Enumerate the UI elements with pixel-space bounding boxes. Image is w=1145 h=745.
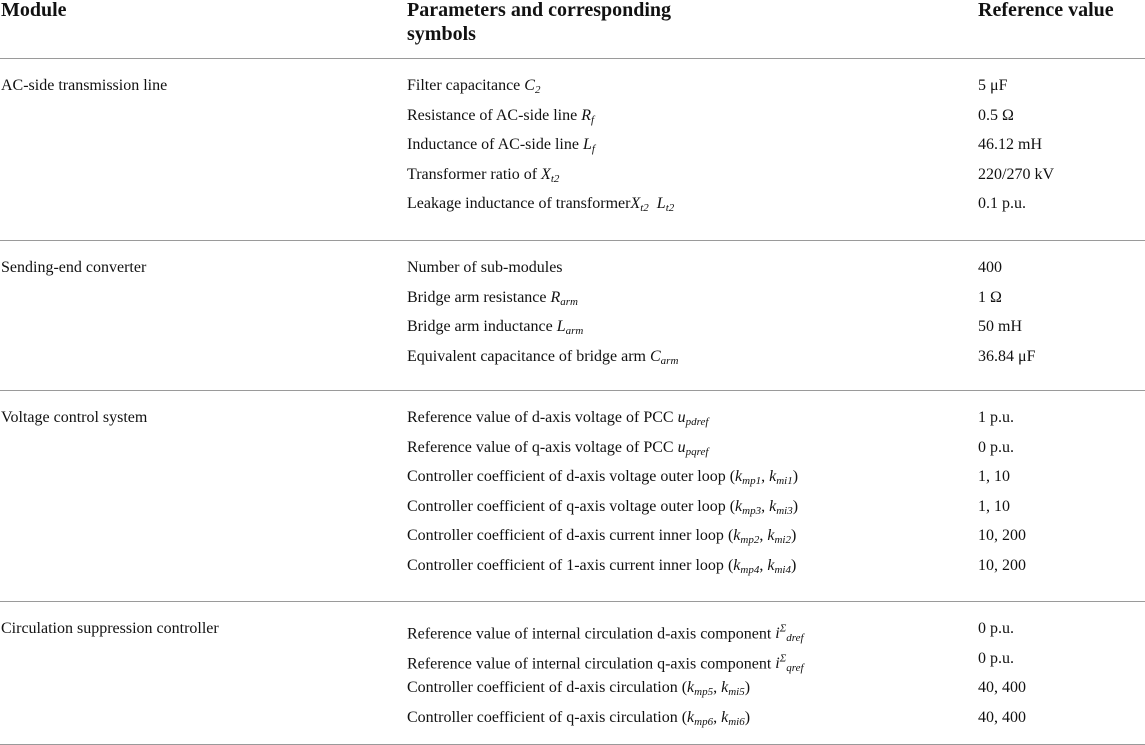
parameter-text: Bridge arm inductance (407, 318, 553, 336)
parameter-text: Transformer ratio of (407, 165, 538, 183)
symbol-subscript: t2 (640, 202, 649, 215)
symbol-subscript: 2 (534, 84, 541, 96)
symbol: $k_{mi1}$ (769, 468, 793, 488)
symbol-letter: C (524, 77, 535, 94)
table-row (0, 283, 1145, 313)
symbol (775, 623, 804, 645)
module-name: Sending-end converter (1, 259, 147, 276)
symbol-subscript: mi2 (774, 534, 791, 547)
symbol: $k_{mp6}$ (687, 708, 714, 728)
table-row (0, 403, 1145, 433)
symbol: $k_{mp4}$ (733, 557, 760, 576)
table-row (0, 160, 1145, 190)
table-row (0, 614, 1145, 644)
symbol-subscript: dref (786, 632, 804, 645)
symbol (656, 195, 675, 215)
symbol-subscript: mi4 (774, 564, 791, 576)
parameter-text: Controller coefficient of q-axis voltage outer loop (407, 497, 726, 515)
parameter-text: Reference value of internal circulation d-axis component (407, 625, 772, 643)
symbol-letter: i (775, 625, 780, 643)
symbol-subscript: arm (660, 354, 679, 367)
parameter-cell (407, 135, 595, 159)
parameter-cell: Controller coefficient of q-axis circulation ($k_{mp6}$, $k_{mi6}$) (407, 708, 751, 728)
reference-value-cell: 0 p.u. (978, 438, 1014, 456)
table-row (0, 130, 1145, 160)
table-row (0, 492, 1145, 522)
symbol-subscript: mi6 (728, 715, 745, 728)
parameter-cell (407, 288, 578, 312)
symbol-subscript: mp2 (740, 534, 760, 547)
reference-value-cell: 5 μF (978, 77, 1008, 94)
parameter-text: Leakage inductance of transformer (407, 195, 631, 213)
symbol-letter: L (582, 136, 592, 154)
symbol-subscript: mi1 (776, 475, 793, 488)
reference-value-cell: 1, 10 (978, 468, 1010, 486)
parameter-text: Controller coefficient of d-axis voltage outer loop (407, 468, 726, 486)
symbol-letter: L (556, 318, 566, 336)
table-row (0, 521, 1145, 551)
symbol-superscript: Σ (779, 652, 787, 665)
reference-value-cell: 36.84 μF (978, 347, 1036, 365)
table-group (0, 240, 1145, 391)
parameter-cell (407, 438, 708, 462)
parameter-text: Filter capacitance (407, 77, 521, 94)
reference-value-cell: 10, 200 (978, 527, 1026, 545)
header-parameters: Parameters and corresponding symbols (407, 0, 672, 45)
symbol: $k_{mi5}$ (721, 679, 745, 699)
symbol-subscript: pdref (685, 416, 709, 428)
symbol-subscript: pqref (685, 445, 709, 458)
reference-value-cell: 0.1 p.u. (978, 195, 1026, 213)
symbol-subscript: mi5 (728, 686, 745, 699)
parameter-text: Controller coefficient of d-axis current inner loop (407, 527, 724, 545)
symbol-letter: R (550, 288, 561, 306)
symbol (581, 107, 594, 124)
symbol: $k_{mi2}$ (767, 527, 791, 547)
table-row (0, 342, 1145, 372)
symbol (678, 409, 709, 426)
table-row (0, 673, 1145, 703)
table-group (0, 601, 1145, 745)
symbol (551, 289, 579, 306)
reference-value-cell: 1 Ω (978, 288, 1002, 306)
symbol (630, 195, 649, 215)
parameter-cell (407, 317, 583, 341)
table-header (0, 0, 1145, 59)
symbol-letter: i (775, 654, 780, 672)
reference-value-cell: 0 p.u. (978, 649, 1014, 667)
module-name: Circulation suppression controller (1, 620, 219, 637)
parameter-cell (407, 76, 540, 100)
symbol-letter: R (581, 106, 591, 124)
parameter-cell: Controller coefficient of 1-axis current inner loop ($k_{mp4}$, $k_{mi4}$) (407, 557, 797, 576)
symbol: $k_{mp1}$ (735, 468, 762, 488)
parameter-text: Reference value of internal circulation q-axis component (407, 654, 772, 672)
symbol-letter: X (630, 195, 641, 213)
parameter-text: Controller coefficient of d-axis circulation (407, 679, 678, 697)
symbol: $k_{mp3}$ (735, 497, 762, 517)
symbol-subscript: f (591, 143, 595, 156)
parameter-cell (407, 408, 708, 432)
table-row (0, 312, 1145, 342)
symbol: $k_{mi3}$ (769, 497, 793, 517)
symbol-subscript: mp4 (740, 564, 760, 576)
symbol (678, 439, 709, 456)
header-module: Module (1, 0, 67, 21)
module-name: Voltage control system (1, 409, 148, 426)
symbol-subscript: t2 (550, 172, 560, 185)
table-row (0, 433, 1145, 463)
parameter-text: Bridge arm resistance (407, 288, 547, 306)
parameter-text: Resistance of AC-side line (407, 106, 578, 124)
symbol: $k_{mi4}$ (767, 557, 791, 576)
reference-value-cell: 220/270 kV (978, 165, 1054, 183)
symbol: $k_{mi6}$ (721, 708, 745, 728)
symbol (541, 166, 559, 183)
symbol-letter: u (677, 438, 686, 456)
parameter-cell (407, 258, 563, 278)
reference-value-cell: 40, 400 (978, 708, 1026, 726)
symbol-subscript: f (590, 113, 595, 126)
reference-value-cell: 10, 200 (978, 557, 1026, 574)
parameter-text: Controller coefficient of q-axis circulation (407, 708, 678, 726)
symbol (556, 318, 584, 338)
symbol-subscript: mp6 (694, 715, 714, 728)
symbol-subscript: mp5 (694, 686, 714, 699)
header-reference-value: Reference value (978, 0, 1114, 21)
table-row (0, 644, 1145, 674)
reference-value-cell: 46.12 mH (978, 136, 1042, 154)
symbol (524, 77, 540, 94)
symbol-subscript: arm (560, 295, 579, 308)
symbol-letter: C (650, 347, 661, 365)
table-row (0, 703, 1145, 733)
reference-value-cell: 0.5 Ω (978, 106, 1014, 124)
table-row (0, 462, 1145, 492)
reference-value-cell: 0 p.u. (978, 620, 1014, 637)
table-row (0, 71, 1145, 101)
symbol: $k_{mp5}$ (687, 679, 714, 699)
symbol-subscript: qref (786, 661, 804, 674)
parameter-text: Number of sub-modules (407, 259, 563, 276)
symbol-subscript: mi3 (776, 504, 793, 517)
table-group (0, 58, 1145, 241)
symbol-letter: u (677, 409, 686, 426)
parameter-text: Inductance of AC-side line (407, 136, 579, 154)
symbol (582, 136, 595, 156)
parameter-cell: Controller coefficient of q-axis voltage outer loop ($k_{mp3}$, $k_{mi3}$) (407, 497, 799, 517)
symbol-subscript: mp3 (742, 504, 762, 517)
parameter-cell (407, 347, 678, 371)
parameter-cell: Controller coefficient of d-axis voltage outer loop ($k_{mp1}$, $k_{mi1}$) (407, 468, 799, 488)
reference-value-cell: 1, 10 (978, 497, 1010, 515)
table-row (0, 101, 1145, 131)
parameter-text: Reference value of q-axis voltage of PCC (407, 438, 674, 456)
table-group (0, 390, 1145, 602)
symbol-subscript: arm (565, 325, 584, 338)
parameter-cell (407, 194, 674, 218)
symbol-subscript: t2 (665, 202, 675, 215)
table-row (0, 189, 1145, 219)
parameter-text: Reference value of d-axis voltage of PCC (407, 409, 674, 426)
parameter-cell: Controller coefficient of d-axis circulation ($k_{mp5}$, $k_{mi5}$) (407, 679, 751, 699)
symbol-superscript: Σ (779, 623, 787, 635)
table-row (0, 551, 1145, 581)
reference-value-cell: 50 mH (978, 318, 1022, 336)
symbol (650, 348, 678, 365)
parameter-cell: Controller coefficient of d-axis current inner loop ($k_{mp2}$, $k_{mi2}$) (407, 527, 797, 547)
reference-value-cell: 400 (978, 259, 1002, 276)
parameter-text: Equivalent capacitance of bridge arm (407, 347, 646, 365)
parameter-cell (407, 106, 594, 130)
symbol (775, 652, 804, 674)
symbol-letter: X (541, 165, 551, 183)
table-row (0, 253, 1145, 283)
reference-value-cell: 1 p.u. (978, 409, 1014, 426)
symbol-subscript: mp1 (742, 475, 762, 488)
parameter-text: Controller coefficient of 1-axis current inner loop (407, 557, 724, 574)
symbol: $k_{mp2}$ (733, 527, 760, 547)
reference-value-cell: 40, 400 (978, 679, 1026, 697)
symbol-letter: L (656, 195, 666, 213)
parameter-cell (407, 165, 559, 189)
module-name: AC-side transmission line (1, 77, 168, 94)
